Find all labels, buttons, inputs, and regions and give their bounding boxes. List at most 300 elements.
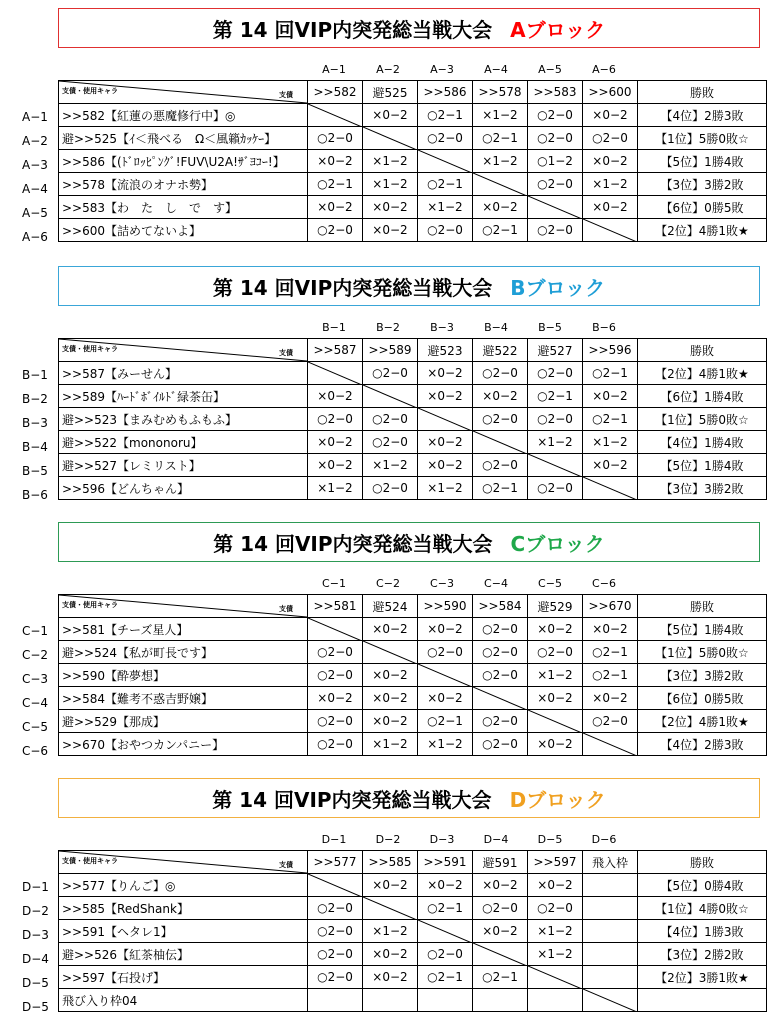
diagonal-cell (583, 733, 638, 756)
block-banner (58, 778, 760, 818)
diagonal-line (418, 150, 472, 173)
table-row (59, 408, 767, 431)
standing: 【3位】3勝2敗 (638, 173, 767, 196)
match-result: ×0−2 (363, 618, 418, 641)
diagonal-line (473, 431, 527, 454)
column-label: D−6 (591, 833, 617, 846)
player-name: 避>>529【那成】 (59, 710, 308, 733)
player-name: >>584【難考不惑吉野嬢】 (59, 687, 308, 710)
row-label: D−4 (22, 952, 49, 966)
table-row (59, 104, 767, 127)
diagonal-cell (583, 219, 638, 242)
player-name: >>583【わ た し で す】 (59, 196, 308, 219)
row-label: C−3 (22, 672, 49, 686)
diagonal-cell (528, 196, 583, 219)
column-label: A−3 (430, 63, 454, 76)
diagonal-line (363, 641, 417, 664)
column-header: 避591 (473, 851, 528, 874)
match-result: ○2−0 (308, 920, 363, 943)
match-result: ○2−0 (308, 408, 363, 431)
match-result: ○2−0 (418, 127, 473, 150)
match-result: ×0−2 (418, 454, 473, 477)
match-result: ○2−0 (363, 431, 418, 454)
diagonal-cell (308, 874, 363, 897)
column-labels (0, 318, 774, 338)
diagonal-line (308, 618, 362, 641)
corner-right-label: 支債 (279, 605, 293, 613)
match-result: ×0−2 (528, 874, 583, 897)
match-result: ○2−0 (308, 897, 363, 920)
block-3 (0, 778, 774, 1028)
match-result: ○2−1 (583, 664, 638, 687)
column-header: 避523 (418, 339, 473, 362)
player-name: >>600【詰めてないよ】 (59, 219, 308, 242)
corner-right-label: 支債 (279, 349, 293, 357)
column-header: >>587 (308, 339, 363, 362)
header-row (59, 851, 767, 874)
standing: 【1位】4勝0敗☆ (638, 897, 767, 920)
table-row (59, 920, 767, 943)
match-result: ○2−0 (473, 897, 528, 920)
match-result: ○2−1 (528, 385, 583, 408)
corner-cell (59, 81, 308, 104)
column-labels (0, 830, 774, 850)
standing: 【2位】4勝1敗★ (638, 362, 767, 385)
column-header: >>597 (528, 851, 583, 874)
column-header: >>670 (583, 595, 638, 618)
row-label: A−1 (22, 110, 48, 124)
diagonal-cell (473, 173, 528, 196)
table-row (59, 710, 767, 733)
match-result: ×1−2 (583, 173, 638, 196)
match-result (583, 874, 638, 897)
block-name: Bブロック (510, 275, 606, 300)
column-header: >>589 (363, 339, 418, 362)
match-result: ○2−1 (418, 173, 473, 196)
row-label: C−4 (22, 696, 49, 710)
table-row (59, 966, 767, 989)
match-result: ○2−0 (308, 943, 363, 966)
diagonal-cell (308, 362, 363, 385)
player-name: >>582【紅蓮の悪魔修行中】◎ (59, 104, 308, 127)
match-result: ×0−2 (308, 454, 363, 477)
corner-left-label: 支債・使用キャラ (62, 87, 118, 95)
diagonal-cell (473, 943, 528, 966)
block-banner (58, 8, 760, 48)
match-result: ×1−2 (473, 150, 528, 173)
standing: 【5位】1勝4敗 (638, 618, 767, 641)
table-row (59, 385, 767, 408)
column-label: B−6 (592, 321, 616, 334)
match-result: ○2−1 (583, 641, 638, 664)
match-result: ○2−0 (363, 408, 418, 431)
row-label: C−1 (22, 624, 49, 638)
match-result: ○2−1 (583, 408, 638, 431)
diagonal-cell (528, 966, 583, 989)
diagonal-cell (418, 150, 473, 173)
block-banner (58, 266, 760, 306)
result-header: 勝敗 (638, 339, 767, 362)
match-result (473, 989, 528, 1012)
match-result (363, 989, 418, 1012)
row-label: A−2 (22, 134, 48, 148)
row-label: C−2 (22, 648, 49, 662)
column-header: >>584 (473, 595, 528, 618)
match-result: ×0−2 (308, 150, 363, 173)
header-row (59, 339, 767, 362)
match-result: ○2−0 (473, 641, 528, 664)
column-header: >>578 (473, 81, 528, 104)
diagonal-line (418, 664, 472, 687)
table-row (59, 362, 767, 385)
match-result: ×1−2 (418, 196, 473, 219)
row-label: B−4 (22, 440, 48, 454)
match-result: ○1−2 (528, 150, 583, 173)
diagonal-cell (473, 687, 528, 710)
standing: 【6位】0勝5敗 (638, 687, 767, 710)
match-result: ×1−2 (363, 173, 418, 196)
match-result: ×0−2 (418, 618, 473, 641)
match-result: ○2−0 (528, 173, 583, 196)
match-result: ○2−0 (528, 408, 583, 431)
match-result: ○2−0 (528, 104, 583, 127)
match-result: ○2−0 (473, 618, 528, 641)
match-result: ○2−1 (583, 362, 638, 385)
corner-left-label: 支債・使用キャラ (62, 857, 118, 865)
standing: 【4位】2勝3敗 (638, 104, 767, 127)
match-result: ×1−2 (418, 477, 473, 500)
match-result: ○2−0 (473, 362, 528, 385)
match-result: ○2−1 (473, 477, 528, 500)
match-result (583, 943, 638, 966)
match-result: ×1−2 (418, 733, 473, 756)
standing: 【4位】2勝3敗 (638, 733, 767, 756)
standing: 【2位】4勝1敗★ (638, 710, 767, 733)
player-name: 避>>526【紅茶柚伝】 (59, 943, 308, 966)
diagonal-line (363, 385, 417, 408)
match-result: ×1−2 (308, 477, 363, 500)
match-result: ×0−2 (583, 618, 638, 641)
column-label: B−3 (430, 321, 454, 334)
diagonal-cell (308, 618, 363, 641)
match-result: ×0−2 (583, 104, 638, 127)
match-result: ×1−2 (363, 454, 418, 477)
match-result: ×0−2 (583, 196, 638, 219)
match-result: ○2−0 (308, 966, 363, 989)
player-name: 避>>525【ｲ＜飛べる Ω＜風籟ｶｯｹｰ】 (59, 127, 308, 150)
match-result: ○2−1 (418, 966, 473, 989)
match-result: ×0−2 (583, 385, 638, 408)
standing: 【6位】0勝5敗 (638, 196, 767, 219)
standing: 【6位】1勝4敗 (638, 385, 767, 408)
table-row (59, 196, 767, 219)
row-label: B−1 (22, 368, 48, 382)
column-header: >>586 (418, 81, 473, 104)
player-name: 避>>522【mononoru】 (59, 431, 308, 454)
row-label: D−5 (22, 1000, 49, 1014)
standing (638, 989, 767, 1012)
match-result: ○2−0 (528, 219, 583, 242)
player-name: 避>>527【レミリスト】 (59, 454, 308, 477)
match-result: ○2−0 (583, 710, 638, 733)
match-table (58, 594, 767, 756)
diagonal-cell (363, 897, 418, 920)
row-label: A−3 (22, 158, 48, 172)
column-label: C−2 (376, 577, 400, 590)
match-result: ×0−2 (363, 104, 418, 127)
match-result: ○2−0 (473, 454, 528, 477)
match-result: ○2−1 (473, 219, 528, 242)
standing: 【4位】1勝3敗 (638, 920, 767, 943)
match-result: ×0−2 (473, 874, 528, 897)
standing: 【3位】3勝2敗 (638, 664, 767, 687)
diagonal-cell (308, 104, 363, 127)
result-header: 勝敗 (638, 851, 767, 874)
match-table (58, 80, 767, 242)
match-result: ×0−2 (363, 874, 418, 897)
match-result (308, 989, 363, 1012)
corner-cell (59, 595, 308, 618)
table-row (59, 943, 767, 966)
row-label: B−6 (22, 488, 48, 502)
column-header: >>591 (418, 851, 473, 874)
match-result: ×1−2 (528, 431, 583, 454)
match-result: ×0−2 (363, 943, 418, 966)
table-row (59, 733, 767, 756)
corner-cell (59, 339, 308, 362)
player-name: 避>>524【私が町長です】 (59, 641, 308, 664)
standing: 【5位】0勝4敗 (638, 874, 767, 897)
column-header: >>596 (583, 339, 638, 362)
match-result (583, 966, 638, 989)
column-labels (0, 574, 774, 594)
column-header: >>590 (418, 595, 473, 618)
diagonal-line (473, 687, 527, 710)
match-result: ×1−2 (528, 943, 583, 966)
match-result: ○2−0 (308, 127, 363, 150)
diagonal-line (473, 173, 527, 196)
match-result: ×1−2 (363, 150, 418, 173)
match-result: ○2−0 (418, 641, 473, 664)
table-row (59, 618, 767, 641)
row-label: C−5 (22, 720, 49, 734)
player-name: >>590【酔夢想】 (59, 664, 308, 687)
diagonal-line (583, 733, 637, 756)
match-result: ×0−2 (363, 687, 418, 710)
match-result: ○2−0 (473, 408, 528, 431)
player-name: >>670【おやつカンパニー】 (59, 733, 308, 756)
match-result: ×1−2 (363, 733, 418, 756)
match-result: ×0−2 (418, 687, 473, 710)
diagonal-line (418, 920, 472, 943)
match-result (583, 897, 638, 920)
diagonal-cell (363, 127, 418, 150)
diagonal-cell (473, 431, 528, 454)
match-result: ○2−0 (418, 943, 473, 966)
block-name: Dブロック (509, 787, 606, 812)
match-result: ○2−1 (418, 104, 473, 127)
tournament-title: 第 14 回VIP内突発総当戦大会 (212, 17, 493, 42)
match-result: ○2−0 (308, 710, 363, 733)
diagonal-cell (528, 710, 583, 733)
match-result: ○2−0 (528, 641, 583, 664)
column-label: C−4 (484, 577, 508, 590)
match-result: ×0−2 (473, 196, 528, 219)
match-result: ○2−0 (418, 219, 473, 242)
column-header: 避525 (363, 81, 418, 104)
column-header: >>582 (308, 81, 363, 104)
column-label: A−5 (538, 63, 562, 76)
player-name: >>587【みーせん】 (59, 362, 308, 385)
diagonal-line (308, 362, 362, 385)
table-row (59, 664, 767, 687)
standing: 【5位】1勝4敗 (638, 150, 767, 173)
player-name: 避>>523【まみむめもふもふ】 (59, 408, 308, 431)
match-result: ×1−2 (583, 431, 638, 454)
match-result: ×0−2 (528, 687, 583, 710)
match-result (418, 989, 473, 1012)
match-result: ×0−2 (473, 385, 528, 408)
column-label: B−4 (484, 321, 508, 334)
row-label: A−5 (22, 206, 48, 220)
match-result: ×0−2 (363, 219, 418, 242)
match-table (58, 338, 767, 500)
corner-right-label: 支債 (279, 861, 293, 869)
column-header: 避524 (363, 595, 418, 618)
match-result: ×0−2 (528, 733, 583, 756)
match-result: ○2−0 (473, 710, 528, 733)
diagonal-cell (363, 385, 418, 408)
diagonal-line (363, 127, 417, 150)
row-label: D−5 (22, 976, 49, 990)
diagonal-cell (418, 664, 473, 687)
block-0 (0, 8, 774, 258)
match-result: ×0−2 (363, 966, 418, 989)
match-result (528, 989, 583, 1012)
standing: 【1位】5勝0敗☆ (638, 408, 767, 431)
match-result: ○2−0 (363, 477, 418, 500)
player-name: >>581【チーズ星人】 (59, 618, 308, 641)
match-result: ×0−2 (418, 385, 473, 408)
table-row (59, 431, 767, 454)
match-result: ×1−2 (528, 664, 583, 687)
table-row (59, 127, 767, 150)
standing: 【1位】5勝0敗☆ (638, 641, 767, 664)
table-row (59, 150, 767, 173)
column-label: B−2 (376, 321, 400, 334)
match-result: ×1−2 (528, 920, 583, 943)
player-name: >>586【(ﾄﾞﾛｯﾋﾟﾝｸﾞ!FUV\U2A!ｻﾞﾖｺｰ!】 (59, 150, 308, 173)
diagonal-cell (583, 477, 638, 500)
row-label: D−3 (22, 928, 49, 942)
match-result: ○2−0 (528, 897, 583, 920)
column-header: >>581 (308, 595, 363, 618)
match-result: ×1−2 (473, 104, 528, 127)
match-result: ×0−2 (308, 687, 363, 710)
diagonal-cell (418, 408, 473, 431)
row-label: D−2 (22, 904, 49, 918)
row-label: B−5 (22, 464, 48, 478)
column-label: C−1 (322, 577, 346, 590)
column-label: A−4 (484, 63, 508, 76)
match-result: ×0−2 (583, 687, 638, 710)
column-label: D−4 (483, 833, 509, 846)
diagonal-line (583, 219, 637, 242)
standing: 【1位】5勝0敗☆ (638, 127, 767, 150)
match-result: ×0−2 (528, 618, 583, 641)
diagonal-cell (528, 454, 583, 477)
standing: 【4位】1勝4敗 (638, 431, 767, 454)
match-table (58, 850, 767, 1012)
match-result: ○2−1 (418, 710, 473, 733)
column-label: C−3 (430, 577, 454, 590)
standing: 【3位】3勝2敗 (638, 477, 767, 500)
table-row (59, 641, 767, 664)
block-1 (0, 266, 774, 516)
player-name: >>578【流浪のオナホ勢】 (59, 173, 308, 196)
standing: 【5位】1勝4敗 (638, 454, 767, 477)
match-result: ×0−2 (583, 454, 638, 477)
row-label: A−6 (22, 230, 48, 244)
diagonal-cell (583, 989, 638, 1012)
match-result: ×0−2 (308, 196, 363, 219)
diagonal-line (308, 874, 362, 897)
match-result: ○2−0 (583, 127, 638, 150)
row-label: D−1 (22, 880, 49, 894)
column-label: D−1 (321, 833, 347, 846)
row-label: B−2 (22, 392, 48, 406)
row-label: A−4 (22, 182, 48, 196)
match-result: ×0−2 (363, 196, 418, 219)
player-name: >>596【どんちゃん】 (59, 477, 308, 500)
diagonal-line (418, 408, 472, 431)
standing: 【3位】2勝2敗 (638, 943, 767, 966)
match-result: ×0−2 (418, 362, 473, 385)
player-name: >>597【石投げ】 (59, 966, 308, 989)
diagonal-line (528, 966, 582, 989)
column-label: D−2 (375, 833, 401, 846)
column-header: 飛入枠 (583, 851, 638, 874)
corner-cell (59, 851, 308, 874)
block-name: Cブロック (510, 531, 605, 556)
column-label: C−6 (592, 577, 616, 590)
player-name: >>591【ヘタレ1】 (59, 920, 308, 943)
block-banner (58, 522, 760, 562)
diagonal-line (583, 989, 637, 1012)
column-label: B−1 (322, 321, 346, 334)
match-result: ○2−0 (308, 219, 363, 242)
diagonal-line (583, 477, 637, 500)
column-label: C−5 (538, 577, 562, 590)
column-header: >>600 (583, 81, 638, 104)
block-name: Aブロック (510, 17, 606, 42)
table-row (59, 897, 767, 920)
tournament-title: 第 14 回VIP内突発総当戦大会 (212, 275, 493, 300)
header-row (59, 595, 767, 618)
column-label: A−1 (322, 63, 346, 76)
match-result: ○2−0 (528, 477, 583, 500)
match-result: ×0−2 (363, 664, 418, 687)
player-name: >>589【ﾊｰﾄﾞﾎﾞｲﾙﾄﾞ緑茶缶】 (59, 385, 308, 408)
column-header: 避529 (528, 595, 583, 618)
column-header: >>583 (528, 81, 583, 104)
corner-right-label: 支債 (279, 91, 293, 99)
match-result: ×0−2 (418, 874, 473, 897)
match-result: ○2−0 (528, 362, 583, 385)
match-result: ×0−2 (308, 431, 363, 454)
diagonal-cell (418, 920, 473, 943)
diagonal-line (528, 710, 582, 733)
